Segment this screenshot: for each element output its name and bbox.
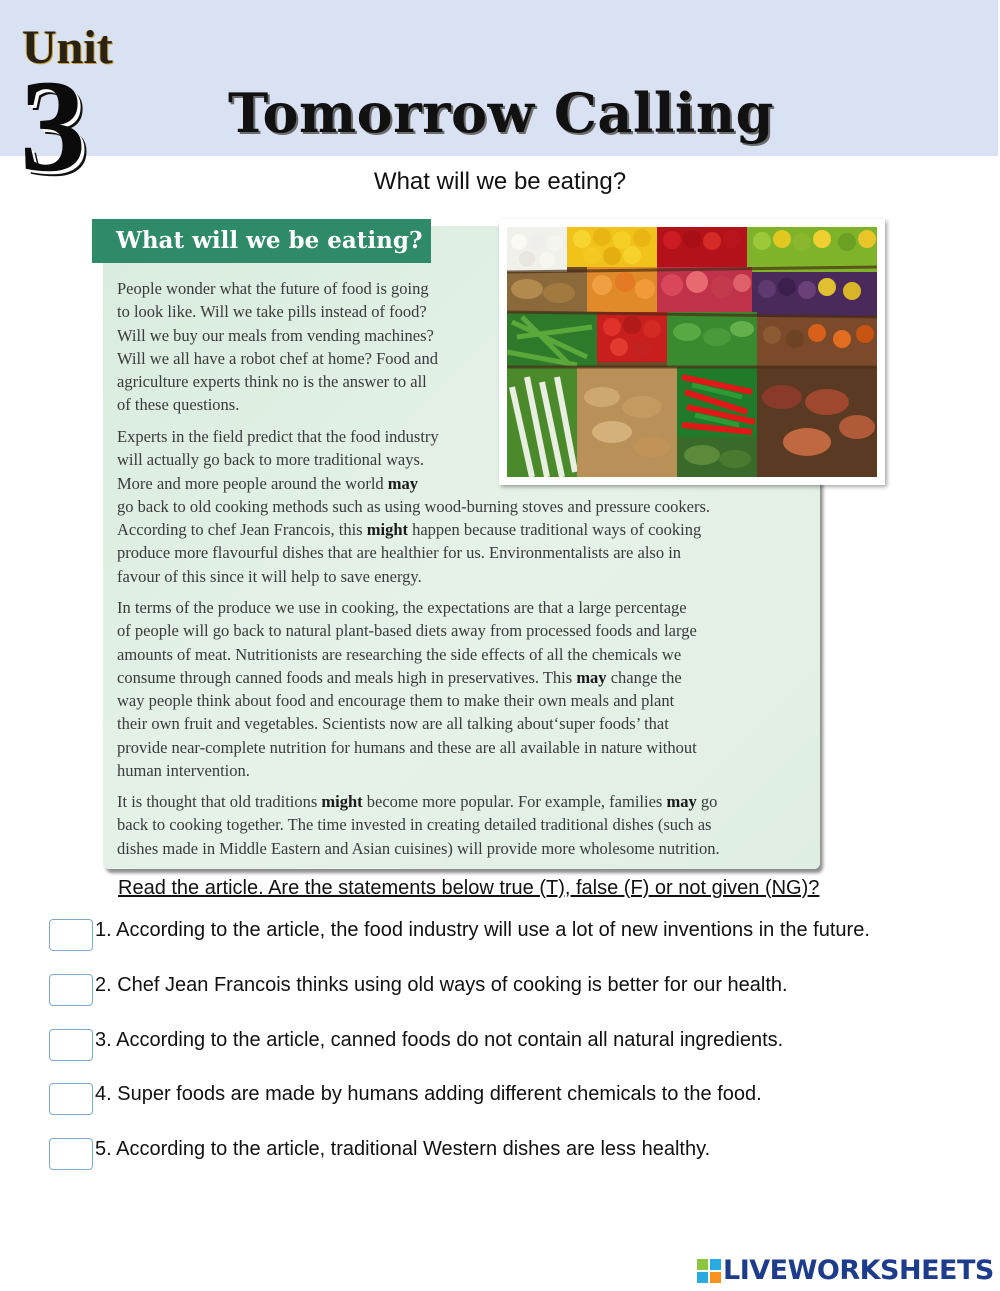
article-paragraph-1: People wonder what the future of food is going to look like. Will we take pills instead of food? Will we buy our meals from vending machines? Will we all have a robot chef at home? Food and agriculture experts think no is the answer to all of these questions. bbox=[117, 279, 438, 415]
page-title: Tomorrow Calling bbox=[228, 81, 774, 145]
modal-verb-may: may bbox=[576, 667, 607, 687]
question-text-1: 1. According to the article, the food industry will use a lot of new inventions in the future. bbox=[95, 919, 870, 941]
exercise-instruction: Read the article. Are the statements below true (T), false (F) or not given (NG)? bbox=[118, 877, 820, 899]
modal-verb-might: might bbox=[321, 792, 363, 811]
liveworksheets-logo-icon bbox=[697, 1259, 721, 1283]
question-text-5: 5. According to the article, traditional Western dishes are less healthy. bbox=[95, 1138, 711, 1160]
modal-verb-may: may bbox=[666, 792, 697, 811]
article-paragraph-2: Experts in the field predict that the food industry will actually go back to more traditional ways. More and more people around the world may go back to old cooking methods such as using wood-burning stoves and pressure cookers. According to chef Jean Francois, this might happen because traditional ways of cooking produce more flavourful dishes that are healthier for us. Environmentalists are also in favour of this since it will help to save energy. bbox=[117, 427, 710, 586]
unit-number: 3 bbox=[20, 52, 86, 199]
answer-input-1[interactable] bbox=[49, 919, 93, 951]
question-text-4: 4. Super foods are made by humans adding different chemicals to the food. bbox=[95, 1083, 762, 1105]
answer-input-2[interactable] bbox=[49, 974, 93, 1006]
answer-input-5[interactable] bbox=[49, 1138, 93, 1170]
answer-input-3[interactable] bbox=[49, 1029, 93, 1061]
article-heading: What will we be eating? bbox=[92, 219, 431, 263]
page-subtitle: What will we be eating? bbox=[373, 168, 627, 195]
brand-name: LIVEWORKSHEETS bbox=[723, 1255, 994, 1286]
question-text-2: 2. Chef Jean Francois thinks using old ways of cooking is better for our health. bbox=[95, 974, 788, 996]
question-text-3: 3. According to the article, canned foods do not contain all natural ingredients. bbox=[95, 1029, 784, 1051]
modal-verb-might: might bbox=[366, 520, 408, 540]
answer-input-4[interactable] bbox=[49, 1083, 93, 1115]
modal-verb-may: may bbox=[387, 473, 419, 493]
article-paragraph-3: In terms of the produce we use in cooking, the expectations are that a large percentage of people will go back to natural plant-based diets away from processed foods and large amounts of meat. Nutritionists are researching the side effects of all the chemicals we consume through canned foods and meals high in preservatives. This may change the way people think about food and encourage them to make their own meals and plant their own fruit and vegetables. Scientists now are all talking about‘super foods’ that provide near-complete nutrition for humans and these are all available in nature without human intervention. bbox=[117, 598, 697, 781]
article-paragraph-4: It is thought that old traditions might become more popular. For example, families may go back to cooking together. The time invested in creating detailed traditional dishes (such as dishes made in Middle Eastern and Asian cuisines) will provide more wholesome nutrition. bbox=[117, 792, 720, 858]
unit-label: Unit bbox=[22, 21, 113, 74]
